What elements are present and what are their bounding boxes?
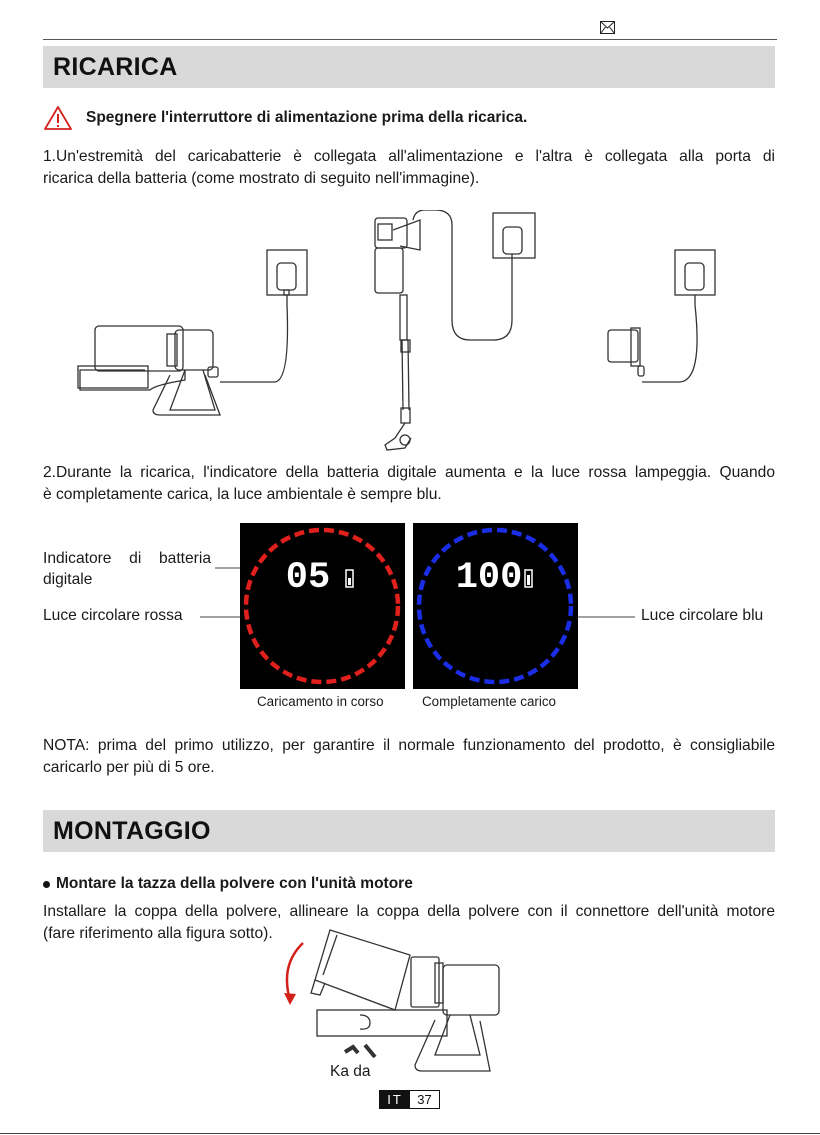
step2-line2: è completamente carica, la luce ambientale è sempre blu. bbox=[43, 486, 442, 503]
nota-line1: NOTA: prima del primo utilizzo, per garantire il normale funzionamento del prodotto, è consigliabile bbox=[43, 737, 775, 754]
display-full-value: 100 bbox=[455, 557, 523, 599]
assembly-illustration bbox=[275, 925, 515, 1085]
header-rule bbox=[43, 39, 777, 40]
assembly-bullet bbox=[43, 875, 413, 893]
mail-icon bbox=[600, 21, 615, 34]
warning-icon bbox=[43, 105, 73, 131]
nota-paragraph bbox=[43, 735, 775, 779]
blue-light-label: Luce circolare blu bbox=[641, 607, 764, 624]
charging-stick-illustration bbox=[375, 210, 535, 450]
red-light-label: Luce circolare rossa bbox=[43, 607, 183, 624]
display-charging bbox=[240, 523, 405, 689]
caption-charging: Caricamento in corso bbox=[257, 694, 384, 709]
step1-line1: 1.Un'estremità del caricabatterie è collegata all'alimentazione e l'altra è collegata alla porta di bbox=[43, 148, 775, 165]
bullet-dot bbox=[43, 881, 50, 888]
section-title-montaggio: MONTAGGIO bbox=[53, 816, 211, 845]
step1-line2: ricarica della batteria (come mostrato di seguito nell'immagine). bbox=[43, 170, 480, 187]
step2-paragraph bbox=[43, 462, 775, 506]
section-title-band-montaggio bbox=[43, 810, 775, 852]
indicator-label-line2: digitale bbox=[43, 571, 93, 588]
language-code: IT bbox=[380, 1091, 410, 1108]
assembly-bullet-text: Montare la tazza della polvere con l'unità motore bbox=[56, 875, 413, 892]
charging-illustrations bbox=[75, 210, 755, 465]
charging-battery-illustration bbox=[608, 250, 715, 382]
click-label: Ka da bbox=[330, 1063, 371, 1080]
leader-lines bbox=[0, 560, 820, 630]
warning-line bbox=[43, 105, 527, 131]
display-full bbox=[413, 523, 578, 689]
indicator-label-line1: Indicatore di batteria bbox=[43, 550, 211, 567]
page-number-box bbox=[379, 1090, 440, 1109]
caption-full: Completamente carico bbox=[422, 694, 556, 709]
charging-base-illustration bbox=[78, 250, 307, 415]
section-title-band-ricarica bbox=[43, 46, 775, 88]
footer-rule bbox=[0, 1133, 820, 1134]
section-title-ricarica: RICARICA bbox=[53, 52, 178, 81]
step2-line1: 2.Durante la ricarica, l'indicatore della batteria digitale aumenta e la luce rossa lampeggia. Quando bbox=[43, 464, 775, 481]
nota-line2: caricarlo per più di 5 ore. bbox=[43, 759, 215, 776]
assembly-line1: Installare la coppa della polvere, allineare la coppa della polvere con il connettore dell'unità motore bbox=[43, 903, 775, 920]
assembly-line2: (fare riferimento alla figura sotto). bbox=[43, 925, 273, 942]
page-number: 37 bbox=[410, 1091, 439, 1108]
warning-text: Spegnere l'interruttore di alimentazione prima della ricarica. bbox=[86, 109, 528, 126]
display-charging-value: 05 bbox=[285, 557, 331, 599]
step1-paragraph bbox=[43, 146, 775, 190]
